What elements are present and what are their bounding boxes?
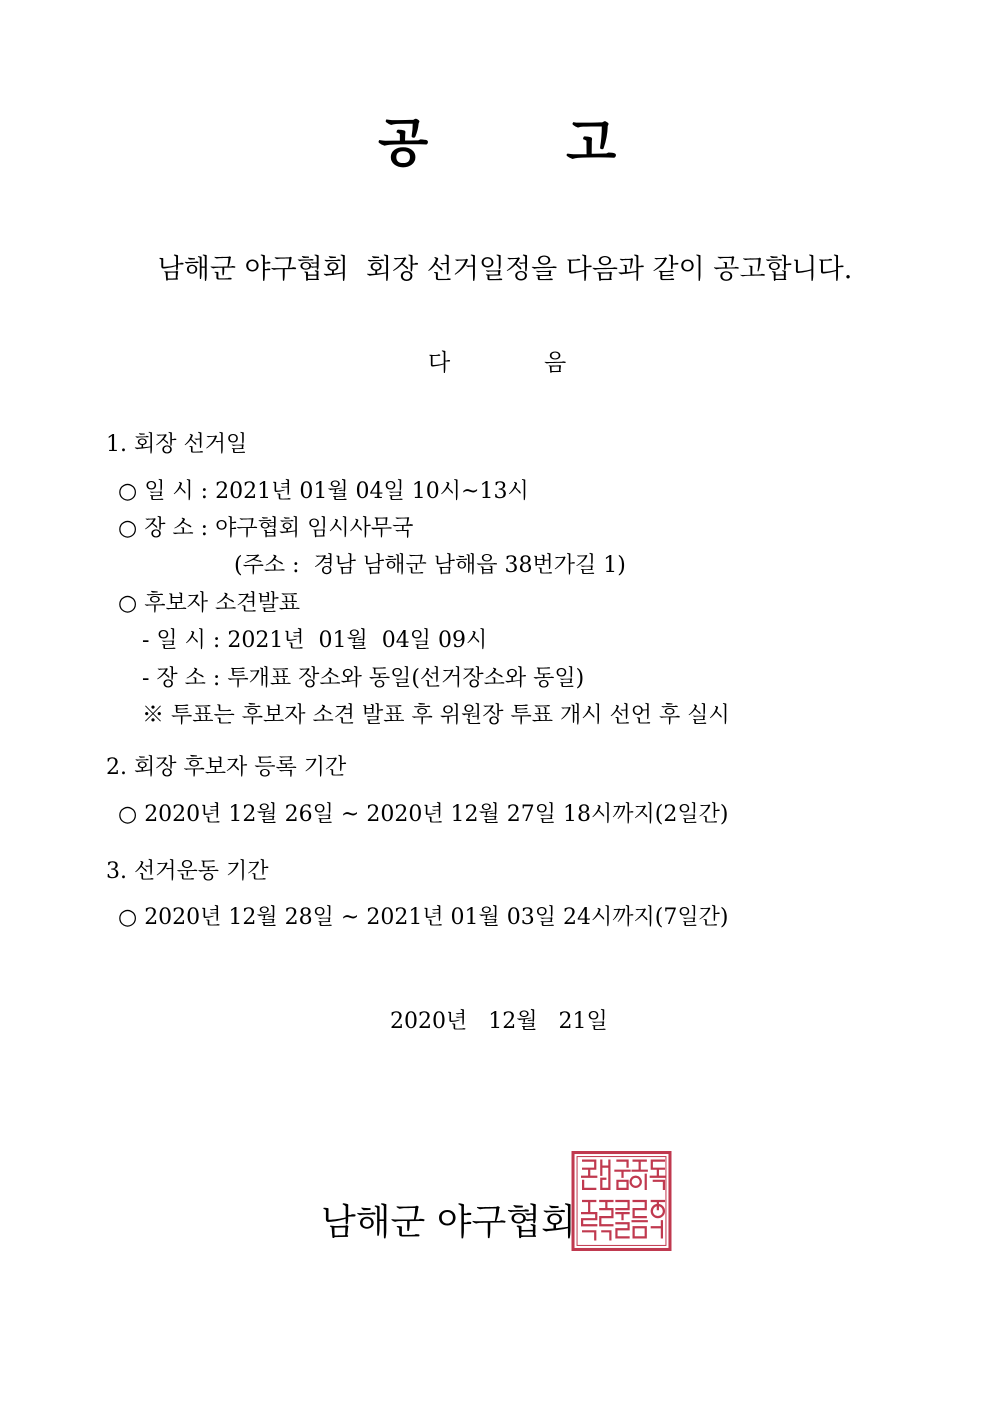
election-place-line: ○ 장 소 : 야구협회 임시사무국 — [118, 516, 414, 541]
election-date-line: ○ 일 시 : 2021년 01월 04일 10시~13시 — [118, 479, 529, 504]
subheading-char-right: 음 — [544, 350, 567, 376]
subheading-char-left: 다 — [428, 350, 451, 376]
section3-heading: 3. 선거운동 기간 — [106, 859, 269, 884]
title-char-right: 고 — [566, 113, 617, 174]
intro-sentence: 남해군 야구협회 회장 선거일정을 다음과 같이 공고합니다. — [157, 254, 853, 285]
official-seal-icon — [571, 1150, 672, 1252]
section1-heading: 1. 회장 선거일 — [106, 432, 248, 457]
registration-period-line: ○ 2020년 12월 26일 ~ 2020년 12월 27일 18시까지(2일간) — [118, 802, 729, 827]
speech-place-line: - 장 소 : 투개표 장소와 동일(선거장소와 동일) — [142, 666, 585, 691]
organization-name: 남해군 야구협회 — [321, 1202, 576, 1243]
title-char-left: 공 — [378, 113, 429, 174]
candidate-speech-line: ○ 후보자 소견발표 — [118, 591, 300, 616]
section2-heading: 2. 회장 후보자 등록 기간 — [106, 755, 347, 780]
issue-date: 2020년 12월 21일 — [390, 1009, 608, 1034]
election-address-line: (주소 : 경남 남해군 남해읍 38번가길 1) — [234, 553, 626, 578]
speech-date-line: - 일 시 : 2021년 01월 04일 09시 — [142, 628, 488, 653]
voting-note-line: ※ 투표는 후보자 소견 발표 후 위원장 투표 개시 선언 후 실시 — [142, 703, 730, 728]
campaign-period-line: ○ 2020년 12월 28일 ~ 2021년 01월 03일 24시까지(7일간) — [118, 905, 729, 930]
